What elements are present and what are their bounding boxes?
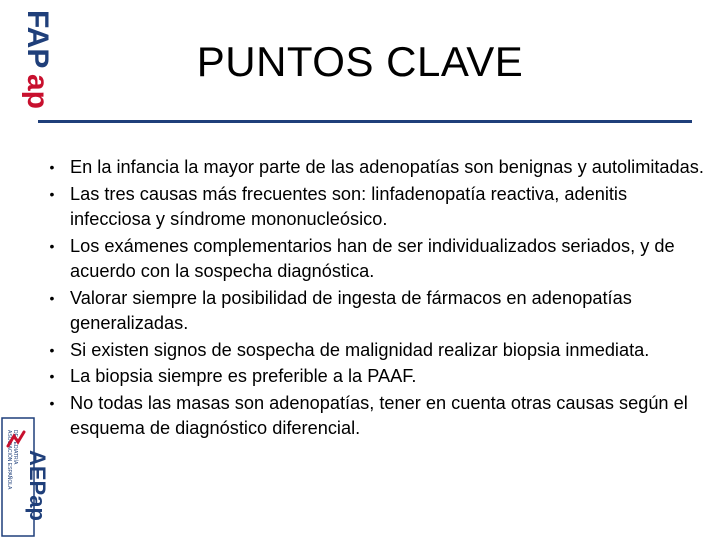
- list-item: [46, 364, 706, 390]
- bullet-text: Valorar siempre la posibilidad de ingesta de fármacos en adenopatías generalizadas.: [70, 287, 632, 333]
- bullet-icon: •: [49, 289, 55, 306]
- bullet-icon: •: [49, 341, 55, 358]
- list-item: [46, 155, 706, 181]
- list-item: [46, 391, 706, 442]
- list-item: [46, 286, 706, 337]
- key-points-list: [46, 155, 706, 443]
- svg-text:ap: ap: [21, 74, 54, 110]
- bullet-text: Los exámenes complementarios han de ser individualizados seriados, y de acuerdo con la sospecha diagnóstica.: [70, 235, 675, 281]
- bullet-icon: •: [49, 237, 55, 254]
- bullet-text: La biopsia siempre es preferible a la PAAF.: [70, 366, 417, 386]
- svg-text:ASOCIACIÓN ESPAÑOLA: ASOCIACIÓN ESPAÑOLA: [6, 430, 12, 490]
- svg-text:FAP: FAP: [21, 10, 54, 69]
- list-item: [46, 234, 706, 285]
- bullet-icon: •: [49, 185, 55, 202]
- bullet-text: Si existen signos de sospecha de malignidad realizar biopsia inmediata.: [70, 339, 650, 360]
- bullet-icon: •: [49, 368, 55, 384]
- fapap-logo: [0, 8, 54, 118]
- title-divider: [38, 120, 692, 123]
- svg-text:AEPap: AEPap: [25, 450, 50, 521]
- svg-text:DE PEDIATRÍA: DE PEDIATRÍA: [12, 430, 18, 465]
- list-item: [46, 338, 706, 364]
- aepap-logo: [0, 400, 50, 540]
- slide-title: PUNTOS CLAVE: [196, 38, 524, 85]
- bullet-text: No todas las masas son adenopatías, tener en cuenta otras causas según el esquema de diagnóstico diferencial.: [70, 392, 688, 438]
- bullet-icon: •: [49, 394, 55, 411]
- bullet-text: En la infancia la mayor parte de las adenopatías son benignas y autolimitadas.: [70, 157, 704, 177]
- list-item: [46, 182, 706, 233]
- bullet-text: Las tres causas más frecuentes son: linfadenopatía reactiva, adenitis infecciosa y síndrome mononucleósico.: [70, 183, 628, 229]
- bullet-icon: •: [49, 159, 55, 175]
